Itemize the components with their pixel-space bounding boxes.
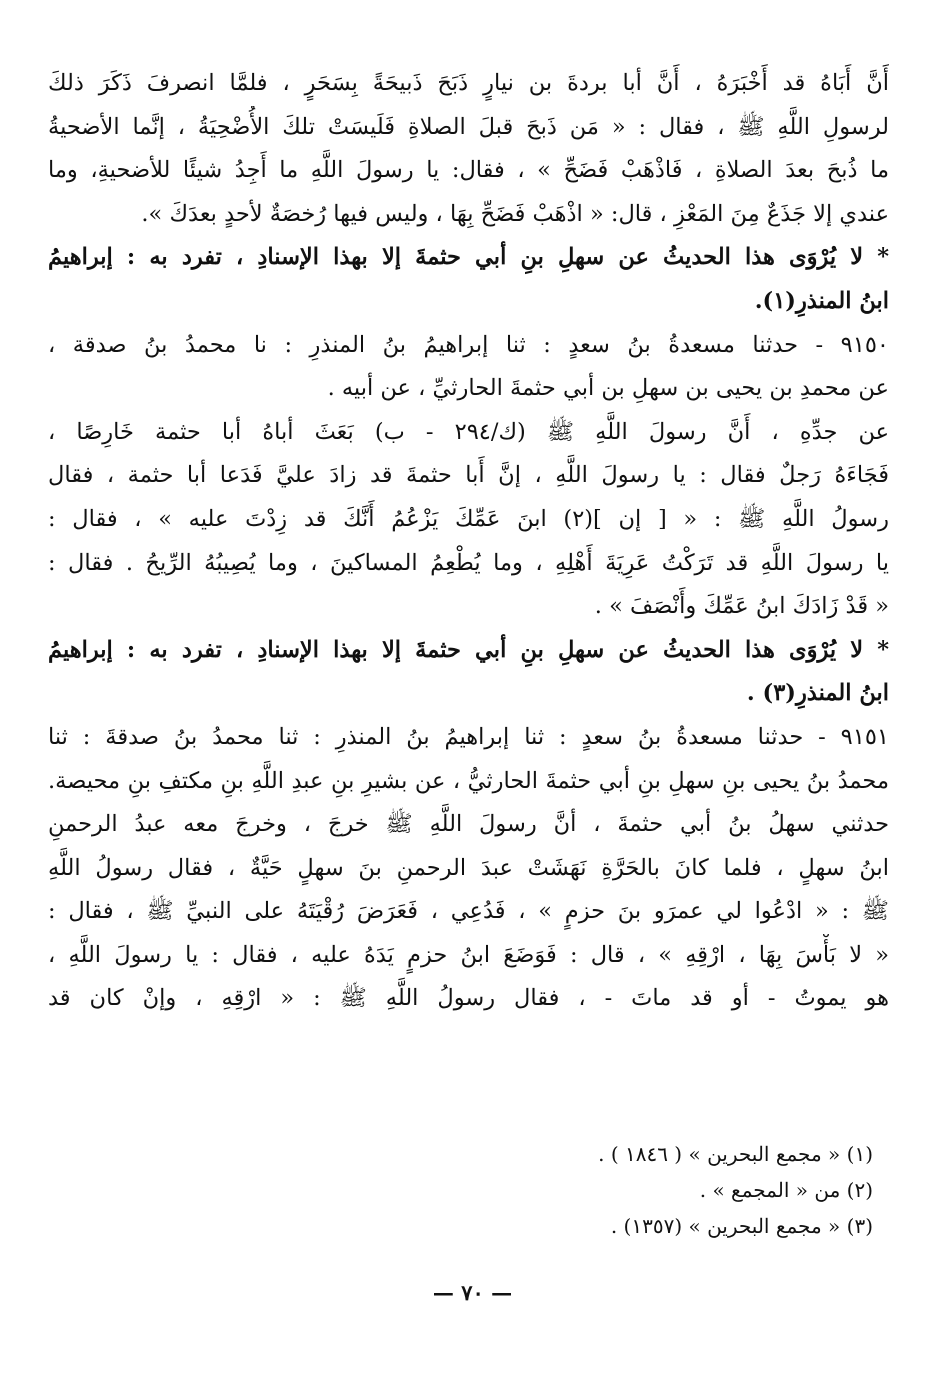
footnote: (١) « مجمع البحرين » ( ١٨٤٦ ) . (598, 1142, 873, 1166)
text-line: فَجَاءَهُ رَجلٌ فقال : يا رسولَ اللَّهِ ، إنَّ أَبا حثمةَ قد زادَ عليَّ فَدَعا أبا حثمة ، فقال (48, 462, 889, 489)
hadith-9151-heading: ٩١٥١ - حدثنا مسعدةُ بنُ سعدٍ : ثنا إبراهيمُ بنُ المنذرِ : ثنا محمدُ بنُ صدقةَ : ثنا (48, 723, 889, 750)
text-line: عن جدِّهِ ، أَنَّ رسولَ اللَّهِ ﷺ (ك/٢٩٤ - ب) بَعَثَ أباهُ أبا حثمة خَارِصًا ، (48, 418, 889, 445)
text-line: ﷺ : « ادْعُوا لي عمرَو بنَ حزمٍ » ، فَدُعِي ، فَعَرَضَ رُقْيَتَهُ على النبيِّ ﷺ ، فقال : (48, 898, 889, 925)
text-line: عن محمدِ بن يحيى بن سهلِ بن أبي حثمةَ الحارثيِّ ، عن أبيه . (327, 375, 889, 402)
page-number: — ٧٠ — (432, 1280, 513, 1305)
text-line: « قَدْ زَادَكَ ابنُ عَمِّكَ وأَنْصَفَ » . (594, 593, 889, 620)
commentary-line: * لا يُرْوَى هذا الحديثُ عن سهلِ بنِ أبي حثمةَ إلا بهذا الإسنادِ ، تفرد به : إبراهيمُ (48, 636, 889, 663)
footnote: (٢) من « المجمع » . (699, 1178, 873, 1202)
text-line: يا رسولَ اللَّهِ قد تَرَكْتُ عَرِيَةَ أَهْلِهِ ، وما يُطْعِمُ المساكينَ ، وما يُصِيبُهُ الرِّيحُ . فقال : (48, 549, 889, 576)
text-line: « لا بَأْسَ بِهَا ، ارْقِهِ » ، قال : فَوَضَعَ ابنُ حزمٍ يَدَهُ عليه ، فقال : يا رسولَ اللَّهِ ، (48, 941, 889, 968)
commentary-line: ابنُ المنذرِ(٣) . (746, 680, 889, 707)
text-line: حدثني سهلُ بنُ أبي حثمةَ ، أنَّ رسولَ اللَّهِ ﷺ خرجَ ، وخرجَ معه عبدُ الرحمنِ (48, 811, 889, 838)
text-line: رسولُ اللَّهِ ﷺ : « [ إن ](٢) ابنَ عَمِّكَ يَزْعُمُ أَنَّكَ قد زِدْتَ عليه » ، فقال : (48, 505, 889, 532)
hadith-9150-heading: ٩١٥٠ - حدثنا مسعدةُ بنُ سعدٍ : ثنا إبراهيمُ بنُ المنذرِ : نا محمدُ بنُ صدقة ، (48, 331, 889, 358)
footnotes (253, 1136, 873, 1244)
footnote: (٣) « مجمع البحرين » (١٣٥٧) . (610, 1214, 873, 1238)
text-line: ما ذُبحَ بعدَ الصلاةِ ، فَاذْهَبْ فَضَحِّ » ، فقال: يا رسولَ اللَّهِ ما أَجِدُ شيئًا للأضحيةِ، وما (48, 157, 889, 184)
text-line: عندي إلا جَذَعٌ مِنَ المَعْزِ ، قال: « اذْهَبْ فَضَحِّ بِهَا ، وليس فيها رُخصَةٌ لأحدٍ بعدَكَ ». (141, 200, 889, 227)
text-line: هو يموتُ - أو قد ماتَ - ، فقال رسولُ اللَّهِ ﷺ : « ارْقِهِ ، وإنْ كان قد (48, 985, 889, 1012)
commentary-line: ابنُ المنذرِ(١). (754, 287, 889, 314)
text-line: أَنَّ أَبَاهُ قد أَخْبَرَهُ ، أَنَّ أبا بردةَ بن نيارٍ ذَبَحَ ذَبيحَةً بِسَحَرٍ ، فلمَّا انصرفَ ذَكَرَ ذلكَ (48, 70, 889, 96)
page-body (48, 62, 889, 1021)
text-line: لرسولِ اللَّهِ ﷺ ، فقال : « مَن ذَبحَ قبلَ الصلاةِ فَلَيسَتْ تلكَ الأُضْحِيَةُ ، إنَّما الأضحيةُ (48, 113, 889, 140)
text-line: محمدُ بنُ يحيى بنِ سهلِ بنِ أبي حثمةَ الحارثيُّ ، عن بشيرِ بنِ عبدِ اللَّهِ بنِ مكتفِ بنِ محيصة. (48, 767, 889, 794)
text-line: ابنُ سهلٍ ، فلما كانَ بالحَرَّةِ نَهَشَتْ عبدَ الرحمنِ بنَ سهلٍ حَيَّةٌ ، فقال رسولُ اللَّهِ (48, 854, 889, 881)
commentary-line: * لا يُرْوَى هذا الحديثُ عن سهلِ بنِ أبي حثمةَ إلا بهذا الإسنادِ ، تفرد به : إبراهيمُ (48, 244, 889, 271)
